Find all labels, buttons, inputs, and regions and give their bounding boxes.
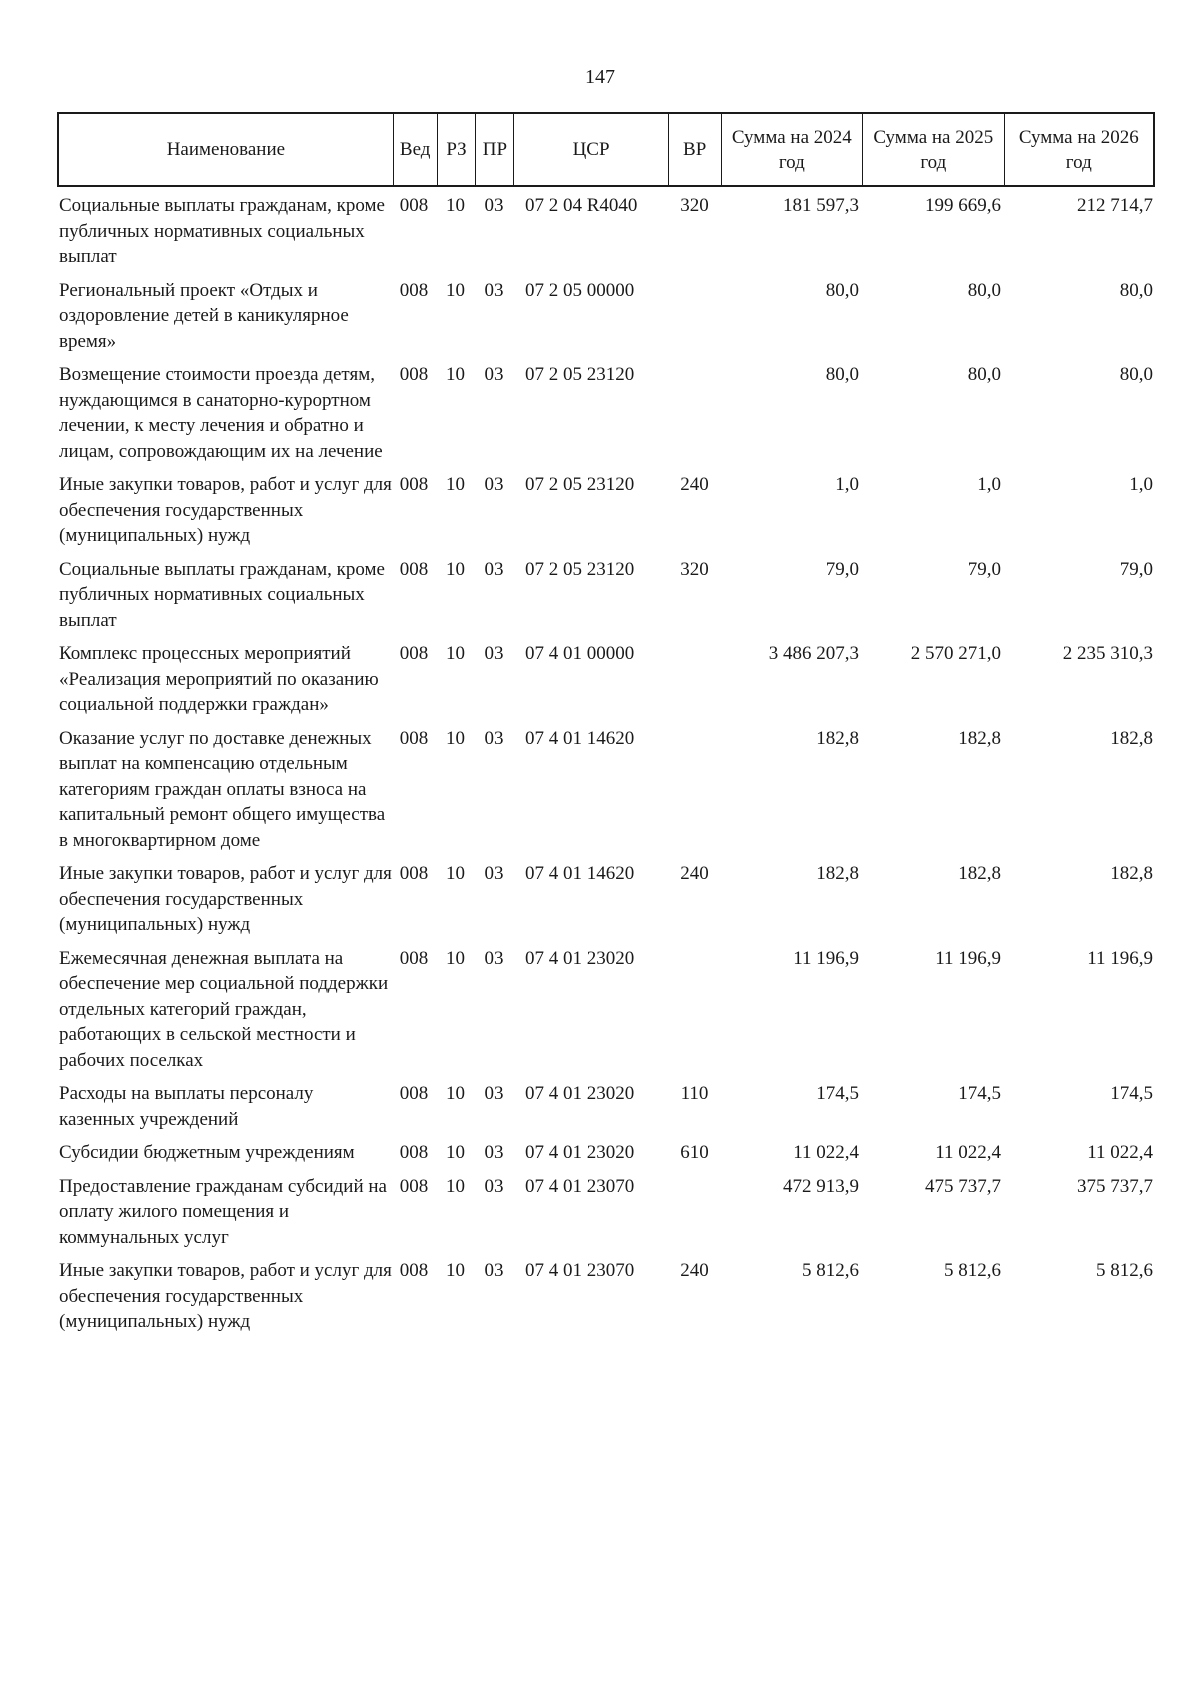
row-csr: 07 2 05 23120 (525, 364, 635, 385)
row-sum-2025: 199 669,6 (925, 195, 1001, 216)
row-sum-2026: 11 022,4 (1087, 1142, 1153, 1163)
row-ved: 008 (399, 947, 429, 969)
header-vr: ВР (668, 114, 721, 185)
row-rz: 10 (446, 643, 465, 664)
row-csr: 07 2 05 23120 (525, 558, 635, 580)
row-ved: 008 (399, 727, 429, 749)
row-vr: 240 (680, 1260, 709, 1281)
row-vr (668, 278, 721, 355)
table-row (57, 472, 1155, 549)
row-sum-2024: 3 486 207,3 (768, 643, 859, 664)
row-sum-2026: 79,0 (1119, 558, 1153, 580)
row-name: Предоставление гражданам субсидий на оплату жилого помещения и коммунальных услуг (59, 1175, 387, 1248)
row-sum-2024: 80,0 (825, 364, 859, 385)
row-vr (668, 726, 721, 854)
row-ved: 008 (399, 1260, 429, 1281)
row-vr (668, 641, 721, 718)
row-vr: 320 (680, 558, 709, 580)
row-sum-2024: 5 812,6 (802, 1260, 859, 1281)
row-sum-2026: 80,0 (1119, 364, 1153, 385)
row-vr: 240 (680, 863, 709, 884)
row-name: Возмещение стоимости проезда детям, нуждающимся в санаторно-курортном лечении, к месту лечения и обратно и лицам, сопровождающим их на лечение (59, 364, 383, 462)
row-sum-2025: 80,0 (967, 364, 1001, 385)
row-ved: 008 (399, 643, 429, 664)
row-sum-2025: 5 812,6 (944, 1260, 1001, 1281)
row-pr: 03 (484, 643, 504, 664)
row-sum-2025: 174,5 (958, 1083, 1001, 1104)
row-rz: 10 (446, 474, 465, 495)
row-rz: 10 (446, 558, 465, 580)
row-csr: 07 2 05 23120 (525, 474, 635, 495)
row-sum-2024: 182,8 (816, 727, 859, 749)
row-rz: 10 (446, 1175, 465, 1197)
table-row (57, 641, 1155, 718)
table-row (57, 1081, 1155, 1132)
row-ved: 008 (399, 195, 429, 216)
row-vr: 240 (680, 474, 709, 495)
row-sum-2025: 182,8 (958, 727, 1001, 749)
row-name: Иные закупки товаров, работ и услуг для обеспечения государственных (муниципальных) нужд (59, 474, 392, 546)
row-sum-2026: 212 714,7 (1077, 195, 1153, 216)
row-csr: 07 4 01 23020 (525, 947, 635, 969)
table-row (57, 946, 1155, 1074)
row-csr: 07 2 04 R4040 (525, 195, 638, 216)
table-header (57, 112, 1155, 187)
row-sum-2025: 80,0 (967, 279, 1001, 301)
row-sum-2026: 11 196,9 (1087, 947, 1153, 969)
table-row (57, 726, 1155, 854)
row-sum-2026: 182,8 (1110, 727, 1153, 749)
row-ved: 008 (399, 364, 429, 385)
row-sum-2026: 1,0 (1129, 474, 1153, 495)
row-csr: 07 4 01 23020 (525, 1083, 635, 1104)
header-name: Наименование (166, 139, 286, 160)
row-name: Ежемесячная денежная выплата на обеспечение мер социальной поддержки отдельных категорий граждан, работающих в сельской местности и рабочих поселках (59, 947, 389, 1071)
header-ved: Вед (393, 114, 437, 185)
row-vr (668, 1174, 721, 1251)
row-csr: 07 4 01 00000 (525, 643, 635, 664)
row-sum-2024: 181 597,3 (783, 195, 859, 216)
row-sum-2024: 1,0 (835, 474, 859, 495)
row-rz: 10 (446, 947, 465, 969)
row-name: Комплекс процессных мероприятий «Реализация мероприятий по оказанию социальной поддержки граждан» (59, 643, 379, 715)
row-vr: 110 (680, 1083, 709, 1104)
row-sum-2025: 2 570 271,0 (910, 643, 1001, 664)
row-pr: 03 (484, 1260, 504, 1281)
row-name: Региональный проект «Отдых и оздоровление детей в каникулярное время» (59, 279, 349, 352)
header-csr: ЦСР (513, 114, 667, 185)
table-body (57, 193, 1155, 1335)
header-rz: РЗ (437, 114, 476, 185)
row-csr: 07 4 01 23070 (525, 1175, 635, 1197)
row-name: Иные закупки товаров, работ и услуг для обеспечения государственных (муниципальных) нужд (59, 863, 392, 935)
row-sum-2024: 11 022,4 (793, 1142, 859, 1163)
row-ved: 008 (399, 863, 429, 884)
row-pr: 03 (484, 195, 504, 216)
row-name: Социальные выплаты гражданам, кроме публичных нормативных социальных выплат (59, 195, 385, 267)
table-row (57, 861, 1155, 938)
row-pr: 03 (484, 474, 504, 495)
row-sum-2026: 182,8 (1110, 863, 1153, 884)
row-name: Субсидии бюджетным учреждениям (59, 1142, 355, 1163)
row-pr: 03 (484, 1083, 504, 1104)
header-pr: ПР (475, 114, 513, 185)
row-pr: 03 (484, 1142, 504, 1163)
table-row (57, 1140, 1155, 1166)
row-sum-2025: 79,0 (967, 558, 1001, 580)
row-ved: 008 (399, 558, 429, 580)
row-pr: 03 (484, 1175, 504, 1197)
row-vr (668, 362, 721, 464)
row-ved: 008 (399, 279, 429, 301)
row-sum-2025: 475 737,7 (925, 1175, 1001, 1197)
row-name: Иные закупки товаров, работ и услуг для обеспечения государственных (муниципальных) нужд (59, 1260, 392, 1332)
table-row (57, 1258, 1155, 1335)
row-rz: 10 (446, 195, 465, 216)
row-sum-2024: 79,0 (825, 558, 859, 580)
row-sum-2024: 472 913,9 (783, 1175, 859, 1197)
row-name: Социальные выплаты гражданам, кроме публичных нормативных социальных выплат (59, 558, 385, 631)
row-name: Расходы на выплаты персоналу казенных учреждений (59, 1083, 314, 1130)
row-sum-2024: 11 196,9 (793, 947, 859, 969)
row-sum-2025: 11 022,4 (935, 1142, 1001, 1163)
row-sum-2024: 182,8 (816, 863, 859, 884)
row-vr (668, 946, 721, 1074)
row-rz: 10 (446, 279, 465, 301)
row-rz: 10 (446, 727, 465, 749)
row-csr: 07 2 05 00000 (525, 279, 635, 301)
row-vr: 320 (680, 195, 709, 216)
row-sum-2024: 80,0 (825, 279, 859, 301)
budget-table (57, 112, 1155, 1343)
row-sum-2026: 375 737,7 (1077, 1175, 1153, 1197)
row-sum-2025: 11 196,9 (935, 947, 1001, 969)
row-name: Оказание услуг по доставке денежных выплат на компенсацию отдельным категориям граждан оплаты взноса на капитальный ремонт общего имущества в многоквартирном доме (59, 727, 386, 851)
row-ved: 008 (399, 1083, 429, 1104)
row-pr: 03 (484, 558, 504, 580)
row-csr: 07 4 01 14620 (525, 727, 635, 749)
table-row (57, 278, 1155, 355)
row-pr: 03 (484, 364, 504, 385)
row-ved: 008 (399, 1142, 429, 1163)
table-row (57, 557, 1155, 634)
row-sum-2024: 174,5 (816, 1083, 859, 1104)
row-sum-2025: 182,8 (958, 863, 1001, 884)
row-sum-2025: 1,0 (977, 474, 1001, 495)
row-pr: 03 (484, 727, 504, 749)
row-sum-2026: 5 812,6 (1096, 1260, 1153, 1281)
table-row (57, 193, 1155, 270)
row-pr: 03 (484, 279, 504, 301)
row-pr: 03 (484, 947, 504, 969)
table-row (57, 1174, 1155, 1251)
row-rz: 10 (446, 1142, 465, 1163)
row-sum-2026: 174,5 (1110, 1083, 1153, 1104)
header-sum-2025: Сумма на 2025 год (862, 114, 1003, 185)
table-row (57, 362, 1155, 464)
row-pr: 03 (484, 863, 504, 884)
page-number: 147 (585, 66, 615, 88)
row-vr: 610 (680, 1142, 709, 1163)
row-ved: 008 (399, 474, 429, 495)
header-sum-2024: Сумма на 2024 год (721, 114, 862, 185)
row-rz: 10 (446, 863, 465, 884)
row-sum-2026: 2 235 310,3 (1062, 643, 1153, 664)
row-sum-2026: 80,0 (1119, 279, 1153, 301)
row-rz: 10 (446, 1083, 465, 1104)
row-csr: 07 4 01 23070 (525, 1260, 635, 1281)
header-sum-2026: Сумма на 2026 год (1004, 114, 1153, 185)
row-csr: 07 4 01 14620 (525, 863, 635, 884)
row-rz: 10 (446, 1260, 465, 1281)
row-ved: 008 (399, 1175, 429, 1197)
row-rz: 10 (446, 364, 465, 385)
row-csr: 07 4 01 23020 (525, 1142, 635, 1163)
